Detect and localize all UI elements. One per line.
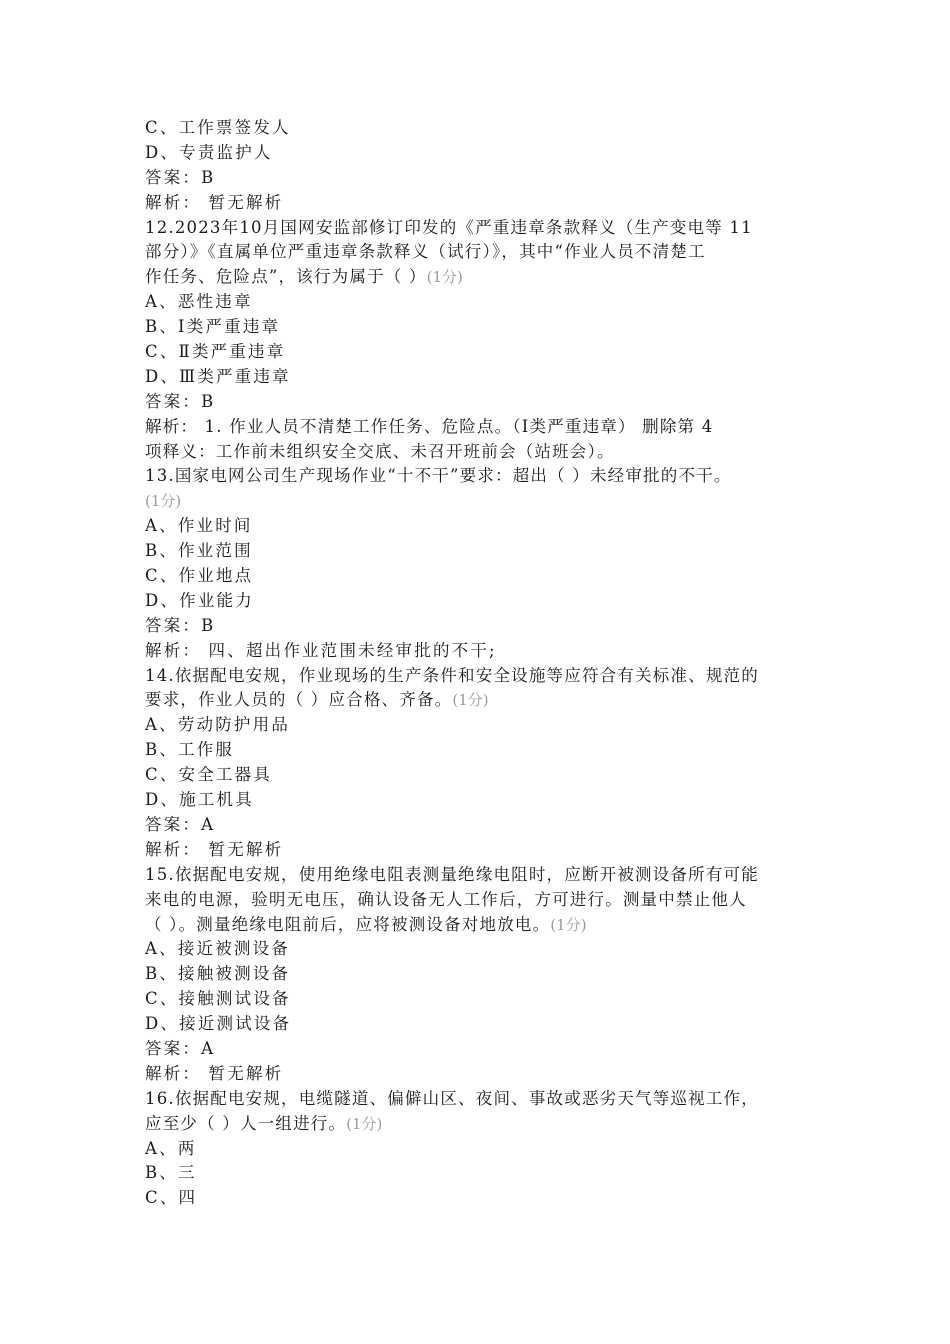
document-page — [145, 116, 807, 1211]
option-d: D、Ⅲ类严重违章 — [145, 366, 291, 386]
option-c: C、四 — [145, 1188, 198, 1208]
option-d: D、接近测试设备 — [145, 1014, 292, 1034]
option-b: B、接触被测设备 — [145, 964, 291, 984]
question-15-stem: （ ）。测量绝缘电阻前后，应将被测设备对地放电。(1分) — [145, 914, 587, 934]
option-a: A、两 — [145, 1138, 197, 1158]
question-score: (1分) — [346, 1114, 383, 1133]
answer-line: 答案：A — [145, 1038, 216, 1058]
question-13-stem — [145, 489, 807, 514]
option-b: B、Ⅰ类严重违章 — [145, 317, 281, 337]
question-15-stem: 15.依据配电安规，使用绝缘电阻表测量绝缘电阻时，应断开被测设备所有可能 — [145, 864, 759, 884]
option-a: A、接近被测设备 — [145, 939, 291, 959]
option-d: D、作业能力 — [145, 590, 254, 610]
option-b: B、作业范围 — [145, 541, 253, 561]
question-score: (1分) — [426, 268, 463, 287]
option-d: D、专责监护人 — [145, 142, 273, 162]
answer-line: 答案：B — [145, 615, 216, 635]
analysis-line: 项释义：工作前未组织安全交底、未召开班前会（站班会）。 — [145, 441, 615, 461]
analysis-line: 解析： 暂无解析 — [145, 1063, 284, 1083]
answer-line: 答案：A — [145, 814, 216, 834]
question-12-stem: 12.2023年10月国网安监部修订印发的《严重违章条款释义（生产变电等 11 — [145, 217, 753, 237]
option-a: A、作业时间 — [145, 516, 253, 536]
question-14-stem: 14.依据配电安规，作业现场的生产条件和安全设施等应符合有关标准、规范的 — [145, 665, 759, 685]
option-c: C、安全工器具 — [145, 765, 273, 785]
question-12-stem: 部分）》《直属单位严重违章条款释义（试行）》，其中“作业人员不清楚工 — [145, 242, 706, 262]
question-16-stem: 应至少（ ）人一组进行。(1分) — [145, 1113, 383, 1133]
option-d: D、施工机具 — [145, 790, 254, 810]
analysis-line: 解析： 暂无解析 — [145, 192, 284, 212]
question-score: (1分) — [145, 492, 182, 511]
option-b: B、三 — [145, 1163, 197, 1183]
answer-line: 答案：B — [145, 167, 216, 187]
question-14-stem: 要求，作业人员的（ ）应合格、齐备。(1分) — [145, 690, 489, 710]
question-score: (1分) — [452, 691, 489, 710]
option-c: C、工作票签发人 — [145, 118, 291, 137]
option-c: C、接触测试设备 — [145, 989, 291, 1009]
option-c: C、Ⅱ类严重违章 — [145, 342, 286, 362]
option-c: C、作业地点 — [145, 566, 254, 586]
question-score: (1分) — [550, 915, 587, 934]
question-12-stem: 作任务、危险点”，该行为属于（ ）(1分) — [145, 267, 463, 287]
answer-line: 答案：B — [145, 391, 216, 411]
question-13-stem: 13.国家电网公司生产现场作业“十不干”要求：超出（ ）未经审批的不干。 — [145, 466, 732, 486]
option-a: A、劳动防护用品 — [145, 715, 291, 735]
analysis-line: 解析： 暂无解析 — [145, 839, 284, 859]
analysis-line: 解析： 四、超出作业范围未经审批的不干; — [145, 640, 497, 660]
question-16-stem: 16.依据配电安规，电缆隧道、偏僻山区、夜间、事故或恶劣天气等巡视工作， — [145, 1088, 759, 1108]
question-15-stem: 来电的电源，验明无电压，确认设备无人工作后，方可进行。测量中禁止他人 — [145, 889, 747, 909]
analysis-line: 解析： 1. 作业人员不清楚工作任务、危险点。（Ⅰ类严重违章） 删除第 4 — [145, 416, 714, 436]
option-a: A、恶性违章 — [145, 292, 253, 312]
option-b: B、工作服 — [145, 740, 235, 760]
